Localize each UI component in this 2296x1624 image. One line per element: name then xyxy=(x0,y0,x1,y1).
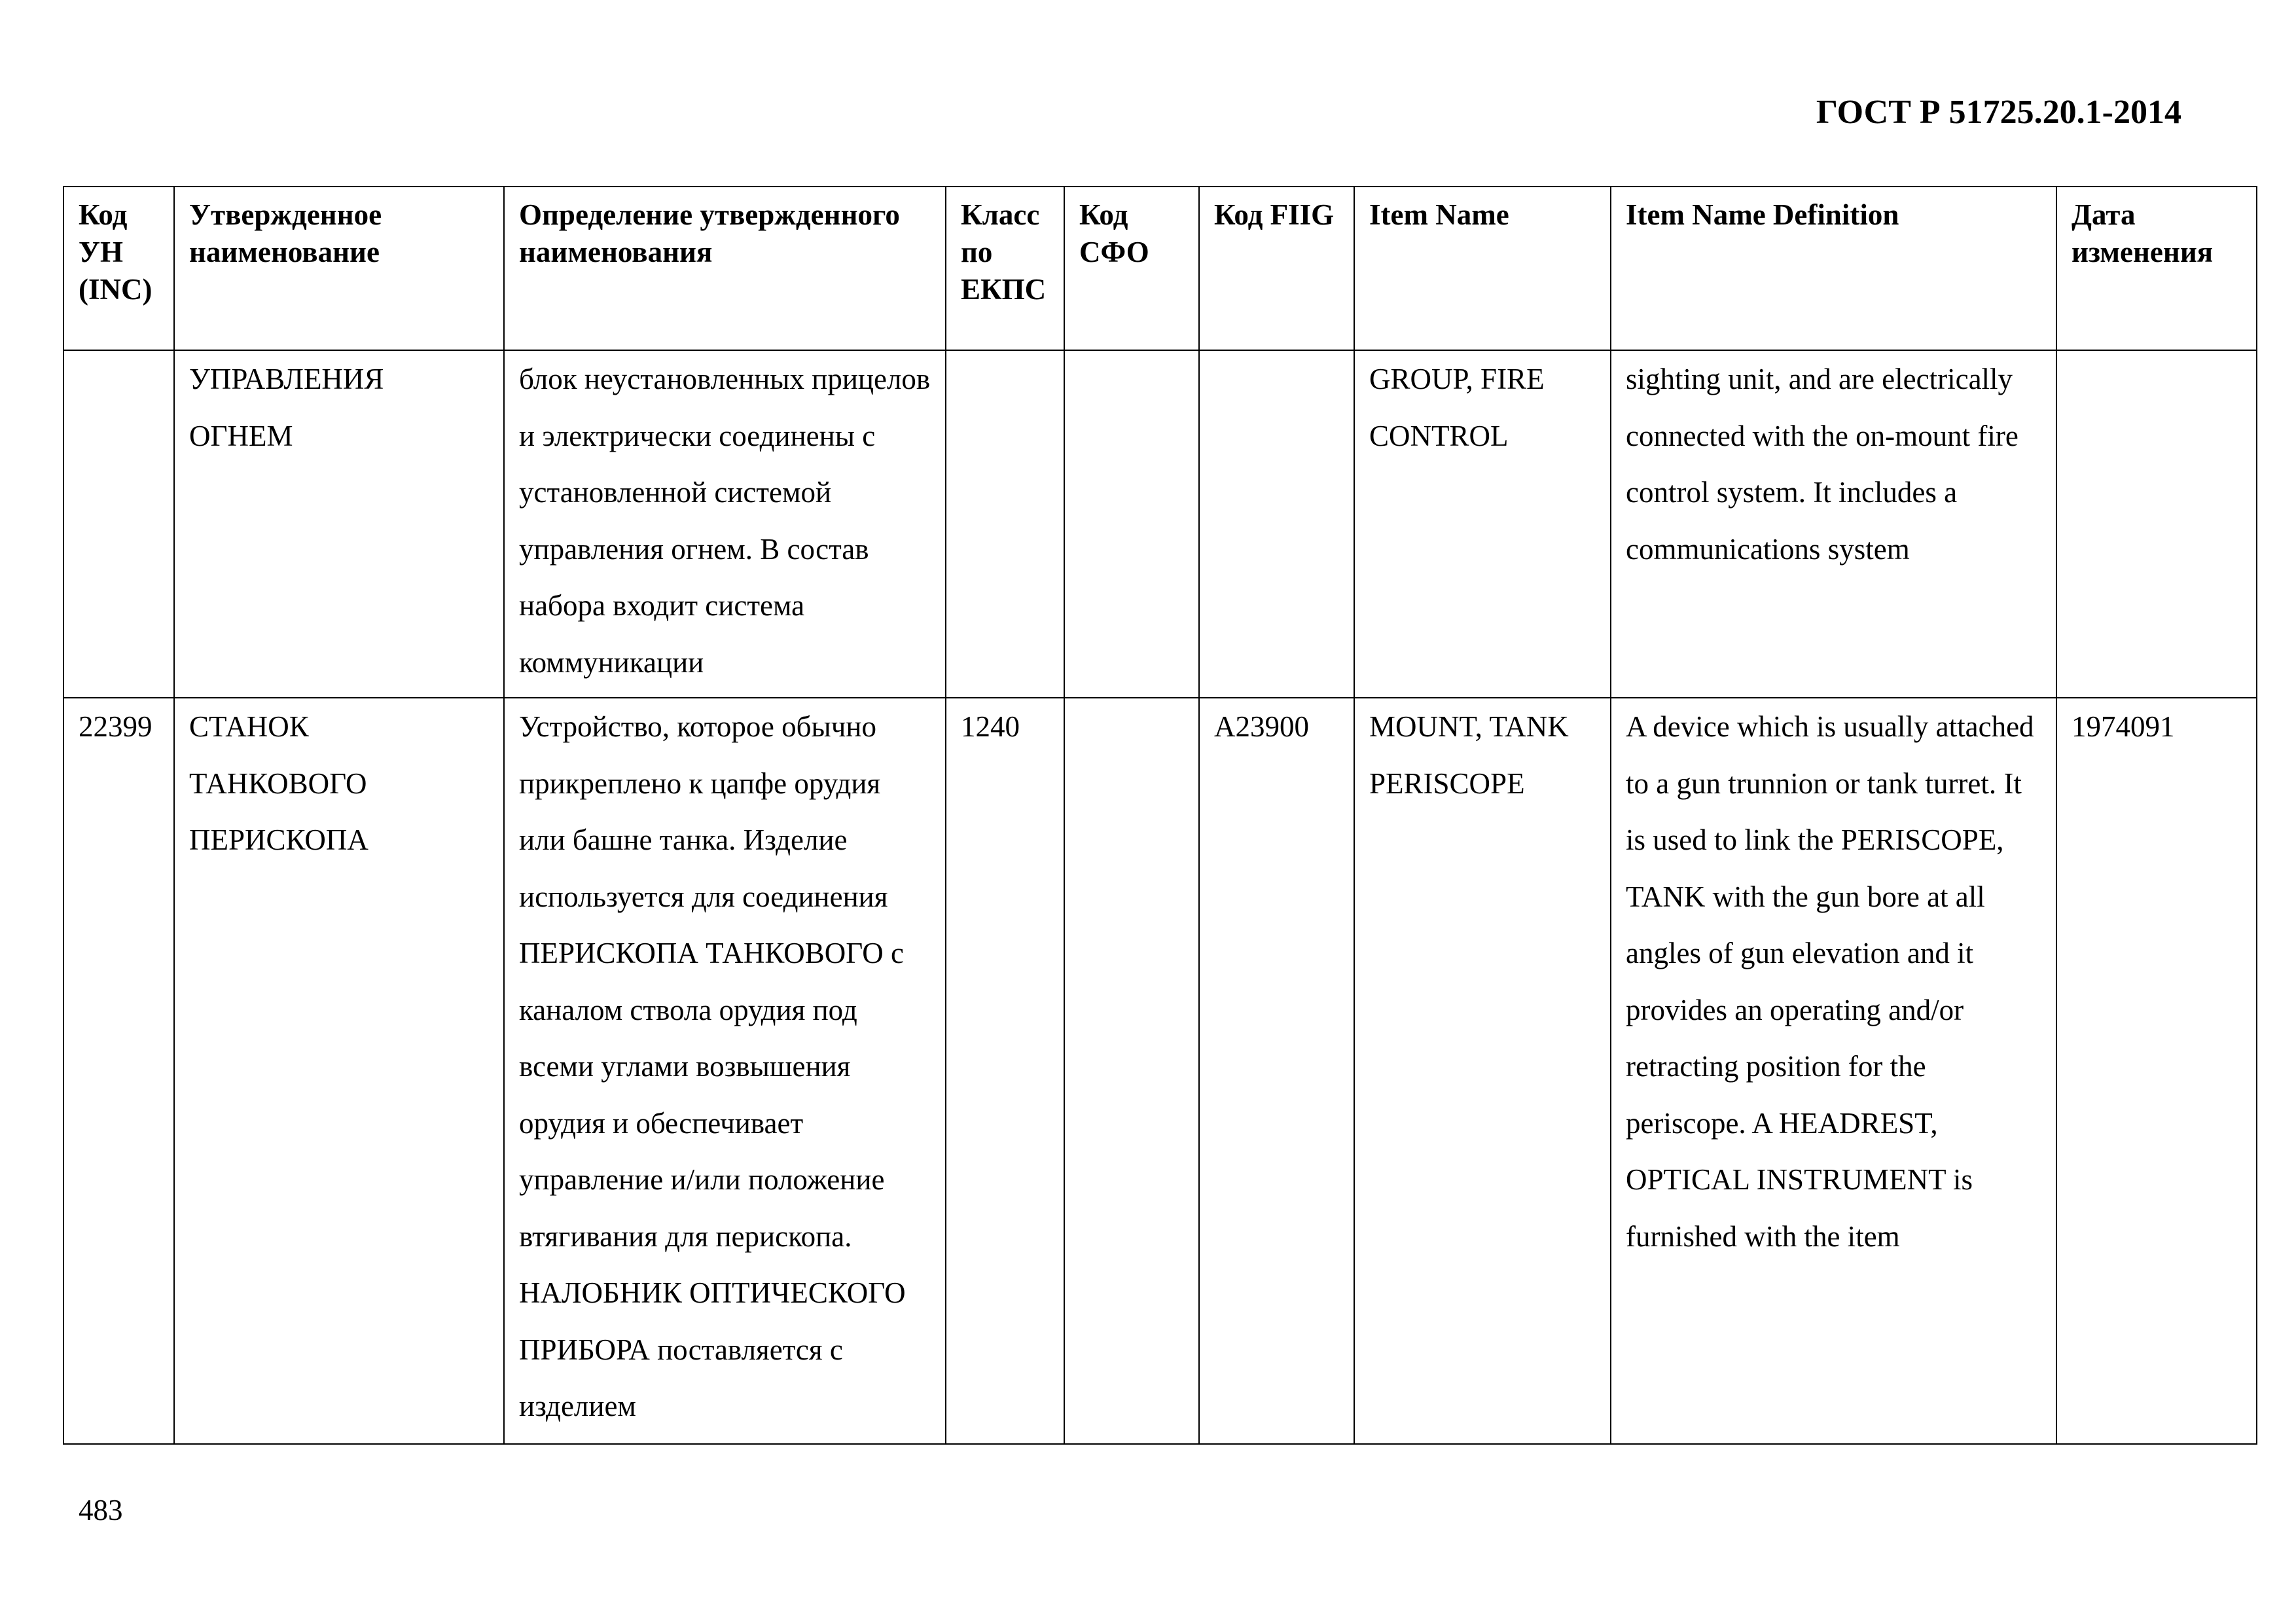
catalog-table xyxy=(63,186,2257,1445)
header-sfo: Код СФО xyxy=(1064,187,1199,350)
cell-item-name: GROUP, FIRE CONTROL xyxy=(1354,350,1611,698)
header-item-name: Item Name xyxy=(1354,187,1611,350)
table-header-row xyxy=(63,187,2257,350)
cell-item-definition: A device which is usually attached to a gun trunnion or tank turret. It is used to link the PERISCOPE, TANK with the gun bore at all angles of gun elevation and it provides an operating and/or retracting position for the periscope. A HEADREST, OPTICAL INSTRUMENT is furnished with the item xyxy=(1611,698,2056,1444)
cell-sfo xyxy=(1064,698,1199,1444)
header-approved-name: Утвержденное наименование xyxy=(174,187,504,350)
table-row xyxy=(63,698,2257,1444)
cell-date: 1974091 xyxy=(2056,698,2257,1444)
cell-inc xyxy=(63,350,174,698)
cell-item-definition: sighting unit, and are electrically connected with the on-mount fire control system. It includes a communications system xyxy=(1611,350,2056,698)
cell-definition: Устройство, которое обычно прикреплено к цапфе орудия или башне танка. Изделие используется для соединения ПЕРИСКОПА ТАНКОВОГО с каналом ствола орудия под всеми углами возвышения орудия и обеспечивает управление и/или положение втягивания для перископа. НАЛОБНИК ОПТИЧЕСКОГО ПРИБОРА поставляется с изделием xyxy=(504,698,946,1444)
header-fiig: Код FIIG xyxy=(1199,187,1354,350)
cell-fiig xyxy=(1199,350,1354,698)
cell-date xyxy=(2056,350,2257,698)
header-inc: Код УН (INC) xyxy=(63,187,174,350)
cell-item-name: MOUNT, TANK PERISCOPE xyxy=(1354,698,1611,1444)
cell-class: 1240 xyxy=(946,698,1064,1444)
cell-approved-name: СТАНОК ТАНКОВОГО ПЕРИСКОПА xyxy=(174,698,504,1444)
header-date: Дата изменения xyxy=(2056,187,2257,350)
header-definition: Определение утвержденного наименования xyxy=(504,187,946,350)
cell-class xyxy=(946,350,1064,698)
document-code: ГОСТ Р 51725.20.1-2014 xyxy=(1816,94,2181,131)
cell-approved-name: УПРАВЛЕНИЯ ОГНЕМ xyxy=(174,350,504,698)
cell-definition: блок неустановленных прицелов и электрически соединены с установленной системой управления огнем. В состав набора входит система коммуникации xyxy=(504,350,946,698)
cell-sfo xyxy=(1064,350,1199,698)
header-item-definition: Item Name Definition xyxy=(1611,187,2056,350)
header-class: Класс по ЕКПС xyxy=(946,187,1064,350)
cell-fiig: A23900 xyxy=(1199,698,1354,1444)
cell-inc: 22399 xyxy=(63,698,174,1444)
page-number: 483 xyxy=(79,1494,123,1526)
table-row xyxy=(63,350,2257,698)
